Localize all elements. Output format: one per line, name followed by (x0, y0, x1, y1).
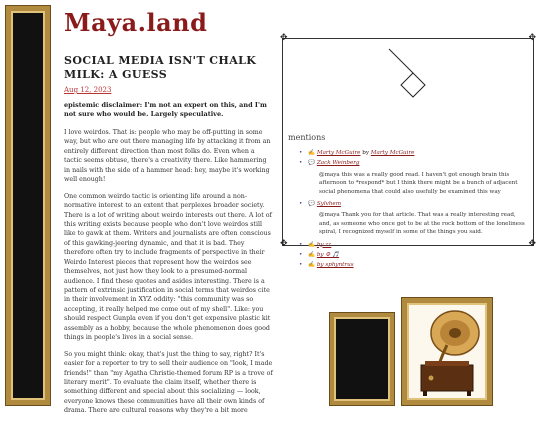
site-title[interactable]: Maya.land (64, 8, 208, 37)
post-title: SOCIAL MEDIA ISN'T CHALK MILK: A GUESS (64, 54, 257, 82)
mention-author-link[interactable]: by zz (316, 241, 332, 248)
article-paragraph: So you might think: okay, that's just the thing to say, right? It's easier for a reporter to try to sell their audience on "look, I made friends!" than "my Agatha Christie-themed forum RP is a trove of literary merit". To evaluate the claim itself, whether there is something different and special about this socializing — look, everyone knows these communities have all their own kinds of drama. There are cultural reasons why they're a bit more (64, 350, 273, 415)
list-item (299, 200, 525, 237)
ornament-corner-icon: ✥ (280, 239, 288, 249)
mention-author-link[interactable]: by sphyntrus (316, 262, 354, 269)
epistemic-disclaimer: epistemic disclaimer: I'm not an expert on this, and I'm not sure who would be. Largely speculative. (64, 101, 267, 119)
list-item (299, 159, 525, 196)
ornament-corner-icon: ✥ (280, 33, 288, 43)
article-body (64, 128, 274, 423)
pen-icon: ✍ (308, 251, 316, 258)
mention-author-link[interactable]: Zack Weinberg (316, 160, 360, 167)
mentions-widget (280, 33, 536, 269)
mentions-heading: mentions (288, 133, 326, 142)
mention-by-text: by (362, 150, 370, 156)
mention-author-link[interactable]: Marty McGuire (316, 150, 361, 156)
mention-author-link[interactable]: by ⚙ 🎵 (316, 251, 340, 258)
list-item (299, 261, 525, 269)
mention-reply-text: @maya this was a really good read. I haven't got enough brain this afternoon to *respond* but I think there might be a bunch of adjacent social phenomena that could also usefully be examined this way (319, 171, 518, 195)
article-paragraph: One common weirdo tactic is orienting life around a non-normative interest to an extent that perplexes broader society. There is a lot of writing about weirdo interests out there. A lot of this writing exists because people who don't love weirdos still like to gawk at them. Writers and journalists are often conscious of this gawking-jeering dynamic, and that it is bad. They therefore often try to include fragments of perspective in their Weirdo Interest pieces that represent how the weirdos see themselves, not just how they look to a presumed-normal audience. I find these quotes and asides interesting. There is a pattern of extrinsic justification in social terms that weirdos cite in their involvement in XYZ oddity: "this community was so accepting, it really helped me come out of my shell". Like: you should respect Gunpla even if you don't get expensive plastic kit assembly as a hobby, because the whole phenomenon does good things in people's lives in a social sense. (64, 192, 272, 342)
mentions-list (299, 149, 525, 272)
mention-target-link[interactable]: Marty McGuire (370, 150, 415, 156)
ornament-corner-icon: ✥ (528, 239, 536, 249)
list-item (299, 251, 525, 259)
comment-icon: 💬 (308, 200, 316, 207)
gramophone-icon (407, 303, 487, 400)
post-date[interactable]: Aug 12, 2023 (64, 86, 112, 94)
comment-icon: 💬 (308, 160, 316, 167)
pen-icon: ✍ (308, 241, 316, 248)
ornate-frame-empty (330, 313, 394, 405)
ornate-frame-left (6, 6, 50, 405)
list-item (299, 241, 525, 249)
diamond-sigil-icon (383, 45, 433, 105)
pen-icon: ✍ (308, 150, 316, 156)
mention-author-link[interactable]: Sylvhem (316, 200, 342, 207)
pen-icon: ✍ (308, 262, 316, 269)
list-item (299, 149, 525, 157)
ornament-corner-icon: ✥ (528, 33, 536, 43)
mention-reply-text: @maya Thank you for that article. That was a really interesting read, and, as someone who once got to be at the rock bottom of the loneliness spiral, I recognized myself in some of the things you said. (319, 212, 525, 236)
ornate-frame-gramophone (402, 298, 492, 405)
article-paragraph: I love weirdos. That is: people who may be off-putting in some way, but who are out there managing life by attacking it from an entirely different direction than most folks do. Even when a tactic seems obtuse, there's a creativity there. Like hammering in nails with the side of a hammer head: hey, maybe it's working well enough! (64, 129, 271, 184)
